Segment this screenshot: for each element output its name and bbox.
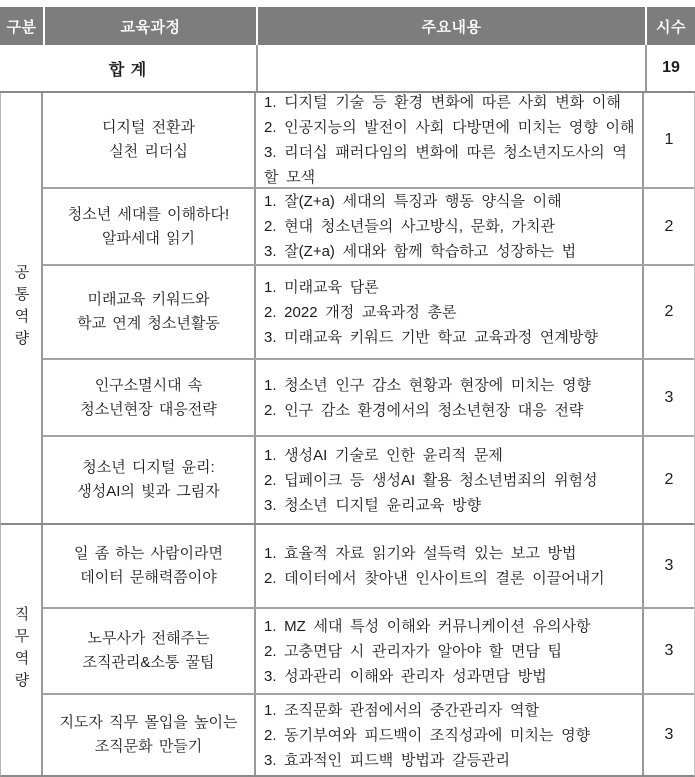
content-item: 3. 미래교육 키워드 기반 학교 교육과정 연계방향 — [264, 328, 598, 346]
content-item: 1. 청소년 인구 감소 현황과 현장에 미치는 영향 — [264, 376, 592, 394]
course-title-line: 미래교육 키워드와 — [87, 291, 210, 308]
content-item: 3. 청소년 디지털 윤리교육 방향 — [264, 496, 482, 514]
course-title-line: 청소년 세대를 이해하다! — [67, 205, 230, 223]
table-header-row — [0, 7, 695, 45]
main-content-cell — [256, 437, 644, 523]
content-item: 2. 고충면담 시 관리자가 알아야 할 면담 팁 — [264, 642, 563, 660]
table-row — [43, 609, 694, 695]
content-item: 2. 인공지능의 발전이 사회 다방면에 미치는 영향 이해 — [264, 119, 635, 136]
table-row — [43, 266, 694, 360]
content-item: 2. 동기부여와 피드백이 조직성과에 미치는 영향 — [264, 726, 591, 744]
course-title-line: 지도자 직무 몰입을 높이는 — [59, 714, 238, 731]
course-title-line: 조직문화 만들기 — [94, 738, 203, 755]
content-item: 3. 잘(Z+a) 세대와 함께 학습하고 성장하는 법 — [264, 243, 577, 260]
course-title-line: 인구소멸시대 속 — [94, 376, 203, 394]
section-label-cell — [1, 525, 43, 775]
main-content-cell — [256, 609, 644, 693]
table-row — [43, 695, 694, 775]
course-title-line: 청소년현장 대응전략 — [80, 400, 217, 418]
course-title-line: 청소년 디지털 윤리: — [82, 459, 215, 476]
hours-cell: 2 — [664, 303, 674, 320]
course-title-line: 일 좀 하는 사람이라면 — [74, 545, 223, 562]
table-row — [43, 93, 694, 189]
table-row — [43, 437, 694, 523]
content-item: 1. 디지털 기술 등 환경 변화에 따른 사회 변화 이해 — [264, 94, 621, 111]
content-item: 2. 현대 청소년들의 사고방식, 문화, 가치관 — [264, 218, 556, 235]
content-item: 1. 미래교육 담론 — [264, 278, 379, 296]
course-title-line: 실천 리더십 — [109, 143, 188, 160]
main-content-cell — [256, 189, 644, 264]
section-rows — [43, 93, 694, 523]
hours-cell: 2 — [664, 471, 674, 488]
main-content-cell — [256, 525, 644, 607]
course-title-line: 알파세대 읽기 — [101, 229, 196, 247]
table-row — [43, 525, 694, 609]
content-item: 1. 잘(Z+a) 세대의 특징과 행동 양식을 이해 — [264, 193, 562, 210]
table-row — [43, 360, 694, 437]
content-item: 3. 리더십 패러다임의 변화에 따른 청소년지도사의 역할 모색 — [264, 144, 627, 186]
course-title-line: 조직관리&소통 꿀팁 — [82, 654, 215, 671]
total-hours: 19 — [645, 45, 695, 91]
header-main-content: 주요내용 — [256, 7, 645, 45]
section-label-cell — [1, 93, 43, 523]
course-title-cell — [43, 525, 256, 607]
content-item: 3. 효과적인 피드백 방법과 갈등관리 — [264, 751, 511, 769]
course-title-line: 디지털 전환과 — [101, 119, 196, 136]
section-job-competency — [0, 525, 695, 777]
course-title-cell — [43, 189, 256, 264]
hours-cell: 1 — [664, 131, 674, 148]
course-title-line: 학교 연계 청소년활동 — [77, 315, 220, 332]
section-label-common: 공통역량 — [12, 264, 30, 352]
course-title-cell — [43, 360, 256, 435]
hours-cell: 3 — [664, 388, 674, 406]
header-hours: 시수 — [645, 7, 695, 45]
total-content-empty-cell — [256, 45, 645, 91]
content-item: 1. MZ 세대 특성 이해와 커뮤니케이션 유의사항 — [264, 617, 591, 635]
table-row — [43, 189, 694, 266]
section-label-job: 직무역량 — [12, 606, 30, 694]
main-content-cell — [256, 695, 644, 775]
header-category: 구분 — [6, 18, 37, 36]
hours-cell: 3 — [664, 642, 674, 659]
section-rows — [43, 525, 694, 775]
course-title-line: 노무사가 전해주는 — [87, 630, 210, 647]
course-title-cell — [43, 609, 256, 693]
course-title-cell — [43, 93, 256, 187]
main-content-cell — [256, 360, 644, 435]
content-item: 1. 효율적 자료 읽기와 설득력 있는 보고 방법 — [264, 545, 577, 562]
course-title-cell — [43, 695, 256, 775]
section-common-competency — [0, 93, 695, 525]
main-content-cell — [256, 93, 644, 187]
content-item: 3. 성과관리 이해와 관리자 성과면담 방법 — [264, 667, 547, 685]
content-item: 2. 딥페이크 등 생성AI 활용 청소년범죄의 위험성 — [264, 471, 598, 489]
course-title-line: 데이터 문해력쯤이야 — [80, 569, 217, 586]
content-item: 2. 2022 개정 교육과정 총론 — [264, 303, 457, 321]
header-course: 교육과정 — [43, 7, 256, 45]
total-row — [0, 45, 695, 93]
curriculum-table — [0, 7, 695, 777]
hours-cell: 3 — [664, 726, 674, 743]
content-item: 1. 조직문화 관점에서의 중간관리자 역할 — [264, 701, 540, 719]
course-title-line: 생성AI의 빛과 그림자 — [77, 483, 220, 500]
hours-cell: 3 — [664, 557, 674, 574]
total-label: 합 계 — [108, 61, 148, 79]
content-item: 2. 인구 감소 환경에서의 청소년현장 대응 전략 — [264, 401, 584, 419]
course-title-cell — [43, 437, 256, 523]
course-title-cell — [43, 266, 256, 358]
hours-cell: 2 — [664, 217, 674, 235]
content-item: 2. 데이터에서 찾아낸 인사이트의 결론 이끌어내기 — [264, 570, 605, 587]
content-item: 1. 생성AI 기술로 인한 윤리적 문제 — [264, 446, 503, 464]
main-content-cell — [256, 266, 644, 358]
